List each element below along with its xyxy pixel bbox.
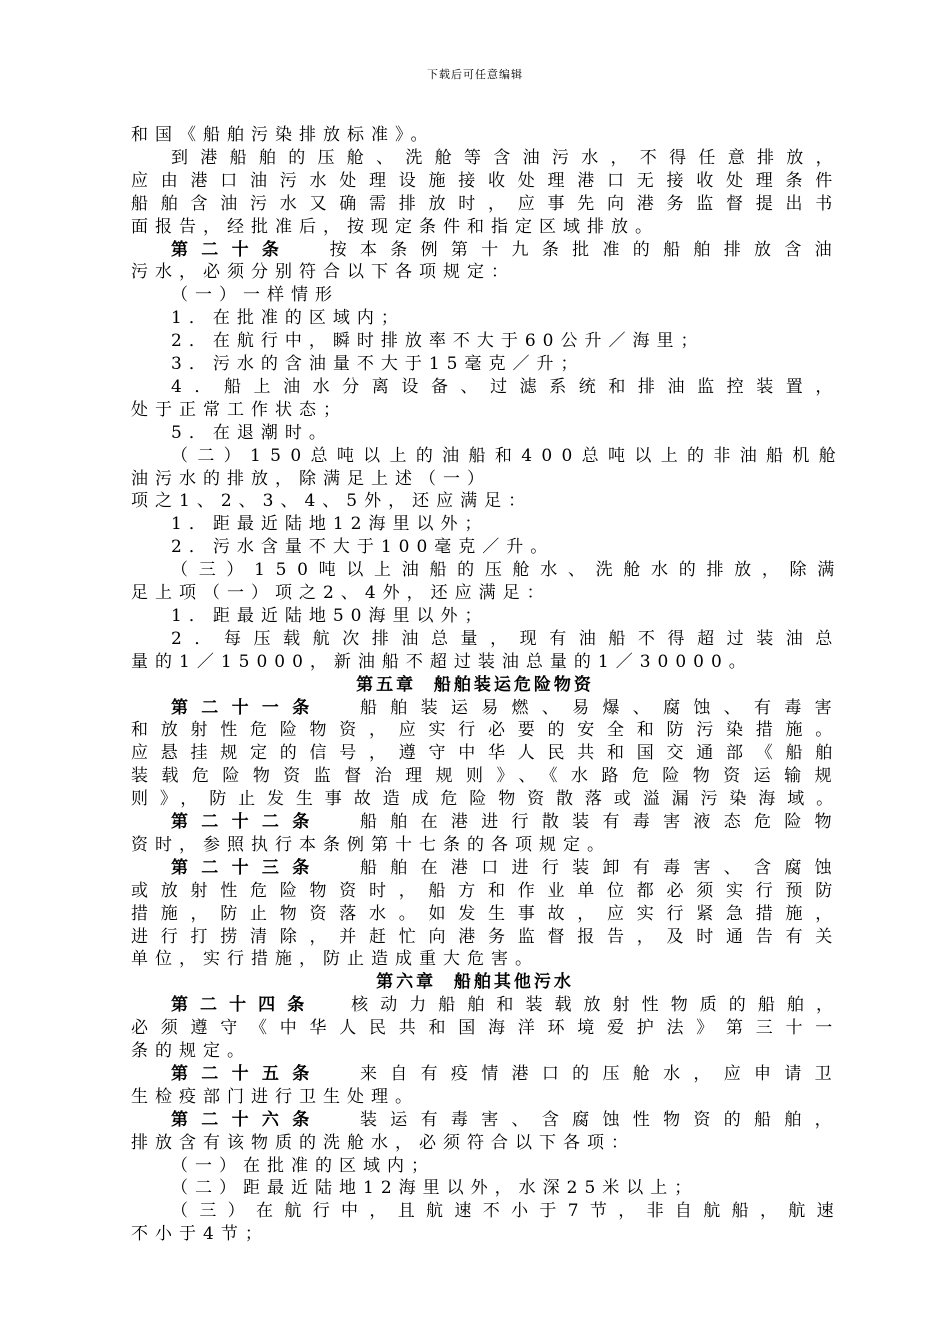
text-line: [0, 582, 950, 605]
line-text: 必须遵守《中华人民共和国海洋环境爱护法》第三十一: [131, 1018, 845, 1039]
text-line: [0, 239, 950, 262]
text-line: [0, 926, 950, 949]
text-line: [0, 559, 950, 582]
line-text: 生检疫部门进行卫生处理。: [131, 1086, 419, 1107]
text-line: [0, 284, 950, 307]
text-line: [0, 330, 950, 353]
text-line: [0, 697, 950, 720]
line-text: 则》，防止发生事故造成危险物资散落或溢漏污染海域。: [131, 789, 845, 810]
line-text: （三）150吨以上油船的压舱水、洗舱水的排放，除满: [171, 560, 845, 581]
text-line: [0, 468, 950, 491]
line-text: 4．船上油水分离设备、过滤系统和排油监控装置，: [171, 376, 845, 397]
line-text: （二）距最近陆地12海里以外，水深25米以上；: [171, 1178, 699, 1199]
line-text: 应由港口油污水处理设施接收处理港口无接收处理条件: [131, 170, 845, 191]
line-text: 项之1、2、3、4、5外，还应满足：: [131, 491, 533, 512]
article-number: 第五章 船舶装运危险物资: [356, 674, 594, 695]
line-text: 油污水的排放，除满足上述（一）: [131, 468, 491, 489]
line-text: 处于正常工作状态；: [131, 399, 347, 420]
article-number: 第二十一条: [171, 697, 323, 718]
line-text: 进行打捞清除，并赶忙向港务监督报告，及时通告有关: [131, 926, 845, 947]
line-text: 单位，实行措施，防止造成重大危害。: [131, 949, 539, 970]
article-number: 第二十四条: [171, 995, 317, 1016]
line-text: 3．污水的含油量不大于15毫克／升；: [171, 354, 585, 374]
line-text: 按本条例第十九条批准的船舶排放含油: [292, 239, 845, 260]
line-text: 船舶在港进行散装有毒害液态危险物: [322, 812, 845, 832]
line-text: 资时，参照执行本条例第十七条的各项规定。: [131, 834, 611, 855]
text-line: [0, 628, 950, 651]
line-text: 2．每压载航次排油总量，现有油船不得超过装油总: [171, 628, 845, 649]
line-text: 船舶在港口进行装卸有毒害、含腐蚀: [322, 857, 845, 878]
line-text: （一）一样情形: [171, 285, 339, 306]
line-text: 2．污水含量不大于100毫克／升。: [171, 537, 555, 558]
line-text: 措施，防止物资落水。如发生事故，应实行紧急措施，: [131, 903, 845, 924]
line-text: 1．距最近陆地12海里以外；: [171, 514, 489, 535]
line-text: 和放射性危险物资，应实行必要的安全和防污染措施。: [131, 720, 845, 741]
chapter-heading: [0, 674, 950, 697]
article-number: 第二十五条: [171, 1063, 323, 1084]
line-text: 核动力船舶和装载放射性物质的船舶，: [316, 995, 846, 1016]
article-number: 第二十三条: [171, 857, 323, 878]
article-number: 第二十二条: [171, 812, 323, 832]
line-text: 2．在航行中，瞬时排放率不大于60公升／海里；: [171, 331, 705, 352]
text-line: [0, 742, 950, 765]
line-text: 船舶含油污水又确需排放时，应事先向港务监督提出书: [131, 193, 845, 214]
text-line: [0, 1155, 950, 1178]
text-line: [0, 1040, 950, 1063]
line-text: 排放含有该物质的洗舱水，必须符合以下各项：: [131, 1132, 635, 1153]
text-line: [0, 193, 950, 216]
line-text: （三）在航行中，且航速不小于7节，非自航船，航速: [171, 1201, 845, 1222]
text-line: [0, 1132, 950, 1155]
text-line: [0, 1086, 950, 1109]
line-text: 船舶装运易燃、易爆、腐蚀、有毒害: [322, 697, 845, 718]
text-line: [0, 903, 950, 926]
text-line: [0, 170, 950, 193]
line-text: 1．在批准的区域内；: [171, 308, 405, 329]
text-line: [0, 651, 950, 674]
text-line: [0, 353, 950, 376]
line-text: （二）150总吨以上的油船和400总吨以上的非油船机舱: [171, 445, 846, 466]
line-text: 条的规定。: [131, 1041, 251, 1061]
text-line: [0, 261, 950, 284]
line-text: 到港船舶的压舱、洗舱等含油污水，不得任意排放，: [171, 147, 845, 168]
text-line: [0, 490, 950, 513]
text-line: [0, 857, 950, 880]
text-line: [0, 834, 950, 857]
article-number: 第二十条: [171, 239, 293, 260]
page-header: 下载后可任意编辑: [427, 68, 523, 81]
chapter-heading: [0, 971, 950, 994]
text-line: [0, 422, 950, 445]
text-line: [0, 1177, 950, 1200]
text-line: [0, 1017, 950, 1040]
text-line: [0, 307, 950, 330]
text-line: [0, 788, 950, 811]
text-line: [0, 536, 950, 559]
line-text: 5．在退潮时。: [171, 422, 333, 443]
text-line: [0, 216, 950, 239]
line-text: 应悬挂规定的信号，遵守中华人民共和国交通部《船舶: [131, 743, 845, 764]
line-text: 污水，必须分别符合以下各项规定：: [131, 262, 515, 283]
text-line: [0, 445, 950, 468]
line-text: （一）在批准的区域内；: [171, 1155, 435, 1176]
article-number: 第六章 船舶其他污水: [376, 972, 574, 993]
text-line: [0, 513, 950, 536]
text-line: [0, 719, 950, 742]
text-line: [0, 994, 950, 1017]
text-line: [0, 880, 950, 903]
text-line: [0, 605, 950, 628]
line-text: 装运有毒害、含腐蚀性物资的船舶，: [322, 1109, 845, 1130]
line-text: 装载危险物资监督治理规则》、《水路危险物资运输规: [131, 766, 846, 787]
line-text: 面报告，经批准后，按现定条件和指定区域排放。: [131, 216, 659, 237]
text-line: [0, 124, 950, 147]
text-line: [0, 811, 950, 834]
line-text: 和国《船舶污染排放标准》。: [131, 125, 435, 145]
text-line: [0, 1109, 950, 1132]
text-line: [0, 765, 950, 788]
text-line: [0, 1223, 950, 1246]
text-line: [0, 1063, 950, 1086]
line-text: 1．距最近陆地50海里以外；: [171, 605, 489, 626]
text-line: [0, 399, 950, 422]
line-text: 量的1／15000，新油船不超过装油总量的1／30000。: [131, 651, 753, 672]
article-number: 第二十六条: [171, 1109, 323, 1130]
text-line: [0, 1200, 950, 1223]
text-line: [0, 376, 950, 399]
line-text: 来自有疫情港口的压舱水，应申请卫: [322, 1063, 845, 1084]
line-text: 不小于4节；: [131, 1224, 269, 1245]
text-line: [0, 948, 950, 971]
text-line: [0, 147, 950, 170]
line-text: 足上项（一）项之2、4外，还应满足：: [131, 583, 551, 603]
line-text: 或放射性危险物资时，船方和作业单位都必须实行预防: [131, 880, 845, 901]
